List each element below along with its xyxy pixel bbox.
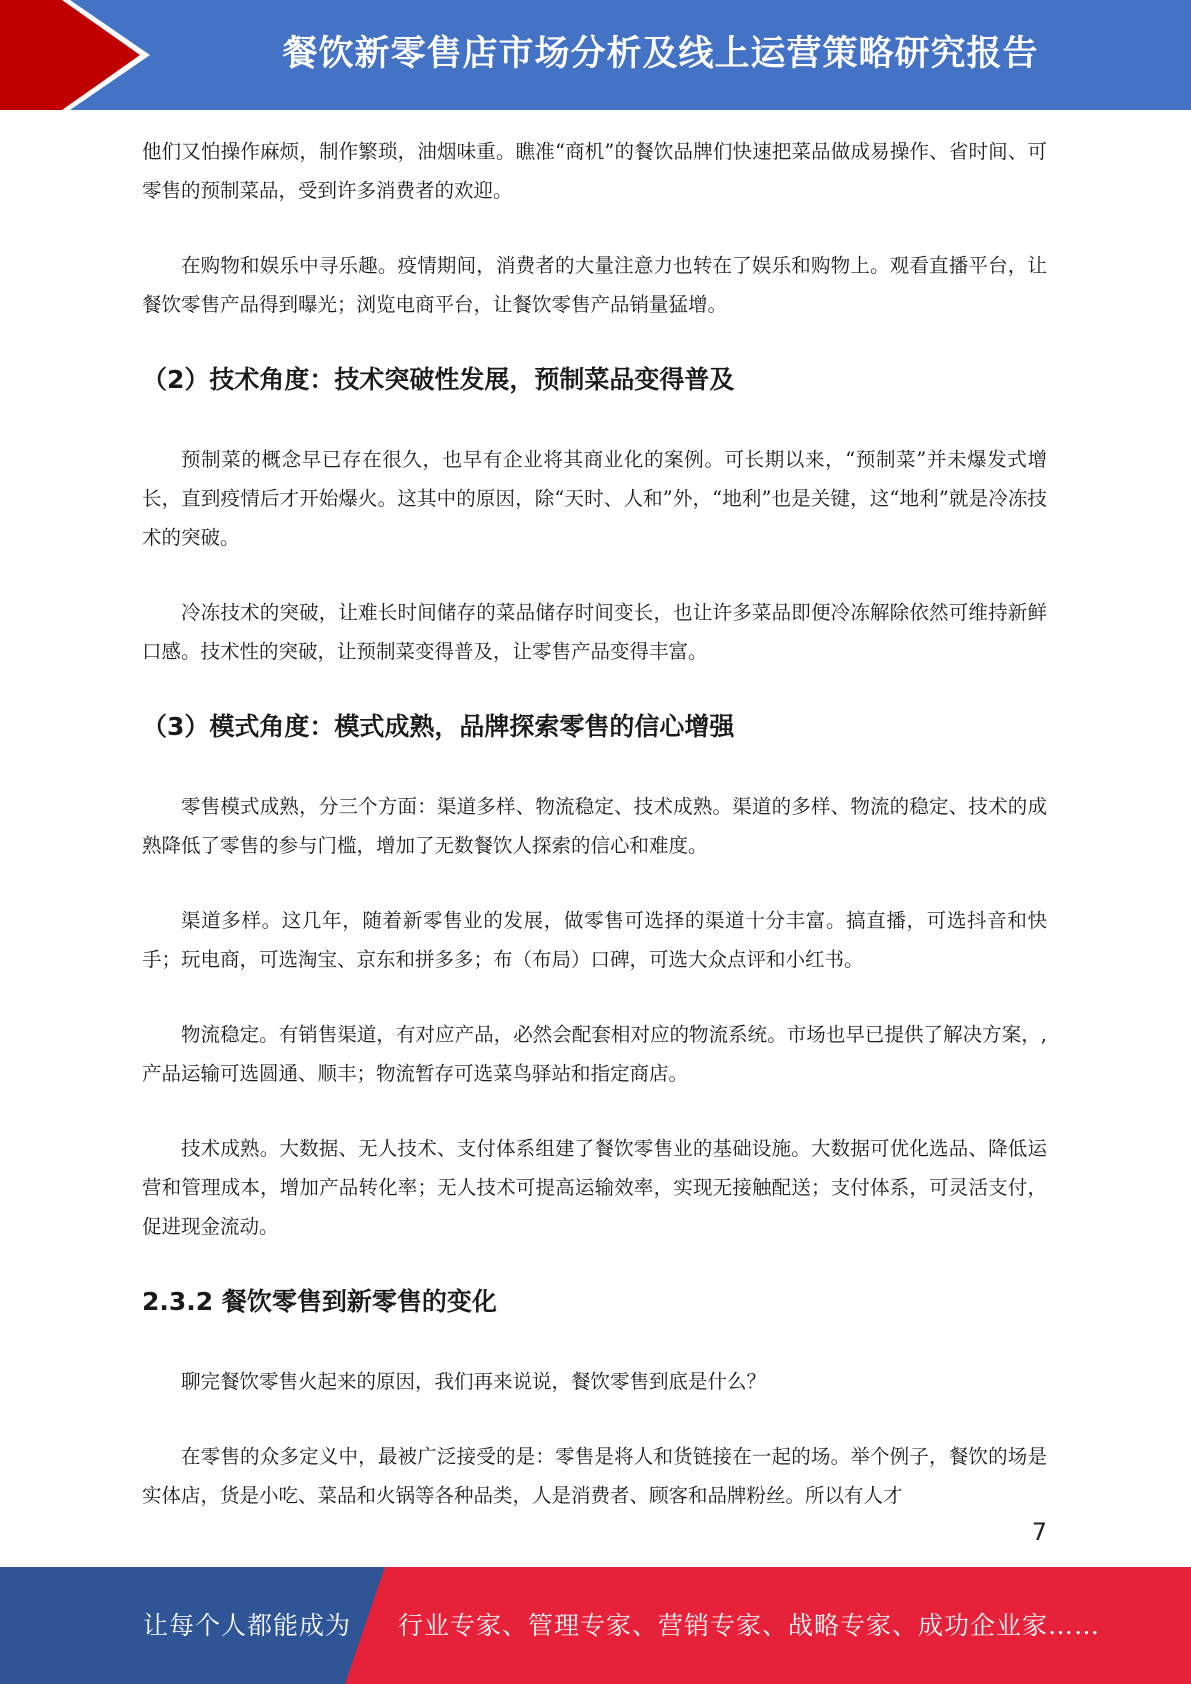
- footer-slogan-right: 行业专家、管理专家、营销专家、战略专家、成功企业家……: [398, 1611, 1101, 1640]
- paragraph: 冷冻技术的突破，让难长时间储存的菜品储存时间变长，也让许多菜品即便冷冻解除依然可维持新鲜口感。技术性的突破，让预制菜变得普及，让零售产品变得丰富。: [142, 601, 1047, 663]
- paragraph: 零售模式成熟，分三个方面：渠道多样、物流稳定、技术成熟。渠道的多样、物流的稳定、技术的成熟降低了零售的参与门槛，增加了无数餐饮人探索的信心和难度。: [142, 795, 1047, 857]
- subheading-mode: （3）模式角度：模式成熟，品牌探索零售的信心增强: [142, 712, 735, 741]
- paragraph: 他们又怕操作麻烦，制作繁琐，油烟味重。瞧准“商机”的餐饮品牌们快速把菜品做成易操作、省时间、可零售的预制菜品，受到许多消费者的欢迎。: [142, 140, 1047, 202]
- page-header: [0, 0, 1191, 110]
- section-heading: 2.3.2 餐饮零售到新零售的变化: [142, 1287, 497, 1316]
- paragraph: 渠道多样。这几年，随着新零售业的发展，做零售可选择的渠道十分丰富。搞直播，可选抖音和快手；玩电商，可选淘宝、京东和拼多多；布（布局）口碑，可选大众点评和小红书。: [142, 909, 1047, 971]
- page-content: [142, 132, 1047, 1551]
- subheading-technology: （2）技术角度：技术突破性发展，预制菜品变得普及: [142, 365, 735, 394]
- report-title: 餐饮新零售店市场分析及线上运营策略研究报告: [282, 34, 1039, 74]
- paragraph: 预制菜的概念早已存在很久，也早有企业将其商业化的案例。可长期以来，“预制菜”并未爆发式增长，直到疫情后才开始爆火。这其中的原因，除“天时、人和”外，“地利”也是关键，这“地利”就是冷冻技术的突破。: [142, 448, 1047, 549]
- paragraph: 在零售的众多定义中，最被广泛接受的是：零售是将人和货链接在一起的场。举个例子，餐饮的场是实体店，货是小吃、菜品和火锅等各种品类，人是消费者、顾客和品牌粉丝。所以有人才: [142, 1445, 1047, 1507]
- paragraph: 技术成熟。大数据、无人技术、支付体系组建了餐饮零售业的基础设施。大数据可优化选品、降低运营和管理成本，增加产品转化率；无人技术可提高运输效率，实现无接触配送；支付体系，可灵活支付，促进现金流动。: [142, 1137, 1047, 1238]
- paragraph: 在购物和娱乐中寻乐趣。疫情期间，消费者的大量注意力也转在了娱乐和购物上。观看直播平台，让餐饮零售产品得到曝光；浏览电商平台，让餐饮零售产品销量猛增。: [142, 254, 1047, 316]
- paragraph: 聊完餐饮零售火起来的原因，我们再来说说，餐饮零售到底是什么？: [181, 1370, 767, 1393]
- paragraph: 物流稳定。有销售渠道，有对应产品，必然会配套相对应的物流系统。市场也早已提供了解决方案，,产品运输可选圆通、顺丰；物流暂存可选菜鸟驿站和指定商店。: [142, 1023, 1047, 1085]
- red-chevron-icon: [0, 0, 160, 110]
- page-footer: [0, 1567, 1191, 1684]
- footer-slogan-left: 让每个人都能成为: [143, 1611, 352, 1640]
- page-number: 7: [1031, 1518, 1047, 1546]
